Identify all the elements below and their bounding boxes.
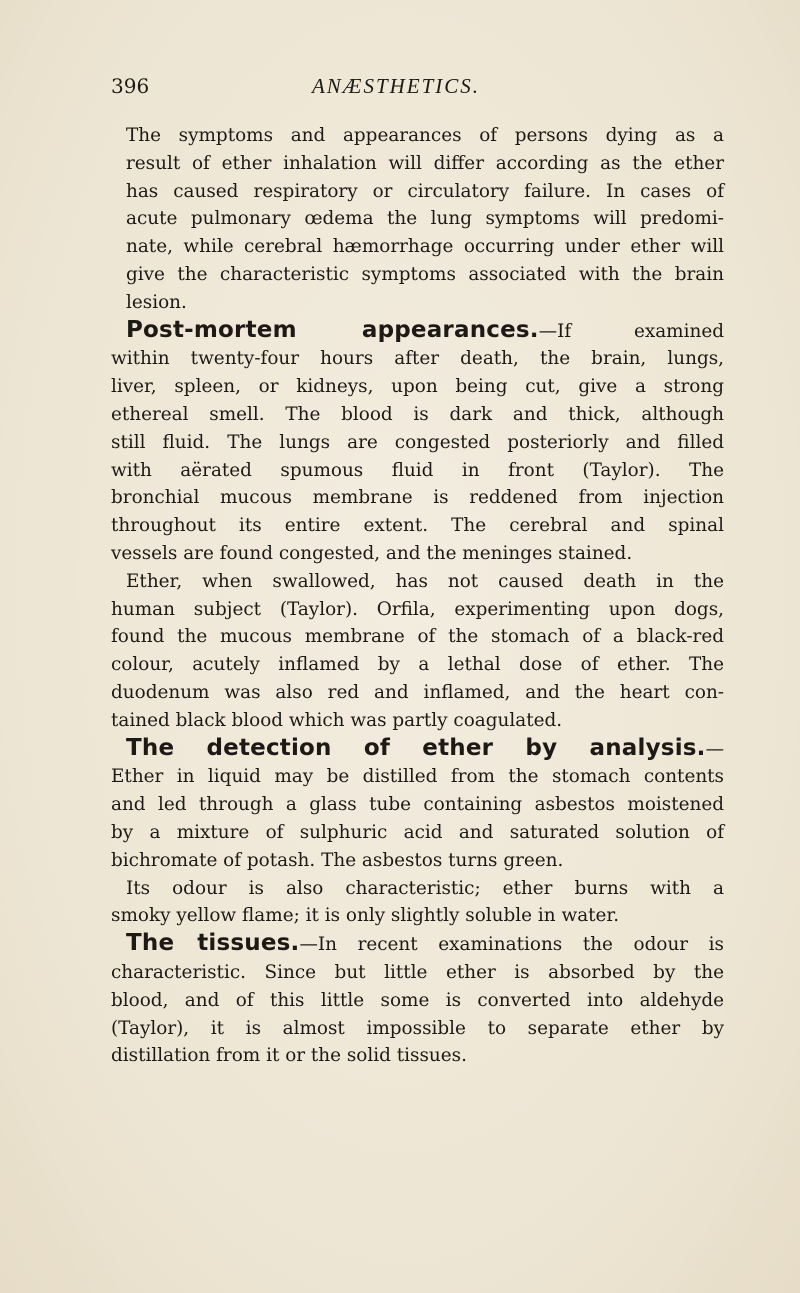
text-line: bichromate of potash. The asbestos turns green. — [111, 849, 564, 871]
text-line: by a mixture of sulphuric acid and saturated solution of — [111, 821, 724, 843]
heading-line — [111, 317, 724, 346]
text-line: still fluid. The lungs are congested posteriorly and filled — [111, 431, 724, 453]
text-line: (Taylor), it is almost impossible to separate ether by — [111, 1017, 724, 1039]
text-line: ethereal smell. The blood is dark and thick, although — [111, 403, 724, 425]
text-line: result of ether inhalation will differ according as the ether — [126, 152, 724, 174]
section-heading-detection: The detection of ether by analysis. — [126, 734, 706, 761]
paragraph-symptoms — [111, 122, 724, 317]
text-line: vessels are found congested, and the meninges stained. — [111, 542, 633, 564]
text-line: bronchial mucous membrane is reddened from injection — [111, 487, 724, 509]
text-line: throughout its entire extent. The cerebral and spinal — [111, 515, 724, 537]
text-line: has caused respiratory or circulatory failure. In cases of — [126, 180, 724, 202]
section-heading-tissues: The tissues. — [126, 930, 300, 957]
text-run: —In recent examinations the odour is — [299, 934, 724, 956]
page-number: 396 — [111, 74, 150, 98]
text-line: colour, acutely inflamed by a lethal dose of ether. The — [111, 654, 724, 676]
paragraph-post-mortem — [111, 317, 724, 568]
text-line: found the mucous membrane of the stomach of a black-red — [111, 626, 724, 648]
text-line: and led through a glass tube containing asbestos moistened — [111, 794, 724, 816]
text-run: —If examined — [538, 320, 724, 342]
paragraph-swallowed — [111, 568, 724, 735]
paragraph-detection — [111, 735, 724, 875]
paragraph-odour — [111, 875, 724, 931]
paragraph-tissues — [111, 930, 724, 1070]
text-run: — — [705, 738, 724, 760]
text-line: characteristic. Since but little ether is absorbed by the — [111, 961, 724, 983]
text-line: within twenty-four hours after death, the brain, lungs, — [111, 348, 724, 370]
text-line: The symptoms and appearances of persons dying as a — [126, 125, 724, 146]
text-line: acute pulmonary œdema the lung symptoms will predomi- — [126, 208, 724, 230]
text-line: give the characteristic symptoms associated with the brain — [126, 263, 724, 285]
page-header — [111, 74, 711, 104]
text-line: distillation from it or the solid tissues. — [111, 1045, 467, 1067]
text-line: with aërated spumous fluid in front (Taylor). The — [111, 459, 724, 481]
running-head: ANÆSTHETICS. — [311, 74, 481, 98]
heading-line — [111, 735, 724, 764]
text-line: smoky yellow flame; it is only slightly soluble in water. — [111, 905, 620, 927]
body-text — [111, 122, 724, 1070]
text-line: human subject (Taylor). Orfila, experimenting upon dogs, — [111, 598, 724, 620]
text-line: Ether in liquid may be distilled from the stomach contents — [111, 766, 724, 788]
text-line: liver, spleen, or kidneys, upon being cut, give a strong — [111, 376, 724, 398]
text-line: blood, and of this little some is converted into aldehyde — [111, 989, 724, 1011]
text-line: nate, while cerebral hæmorrhage occurring under ether will — [126, 236, 724, 258]
text-line: lesion. — [126, 291, 187, 313]
text-line: Ether, when swallowed, has not caused death in the — [126, 570, 724, 592]
text-line: tained black blood which was partly coagulated. — [111, 709, 563, 731]
text-line: duodenum was also red and inflamed, and the heart con- — [111, 681, 724, 703]
section-heading-post-mortem: Post-mortem appearances. — [126, 316, 539, 343]
heading-line — [111, 930, 724, 959]
text-line: Its odour is also characteristic; ether burns with a — [126, 877, 724, 899]
